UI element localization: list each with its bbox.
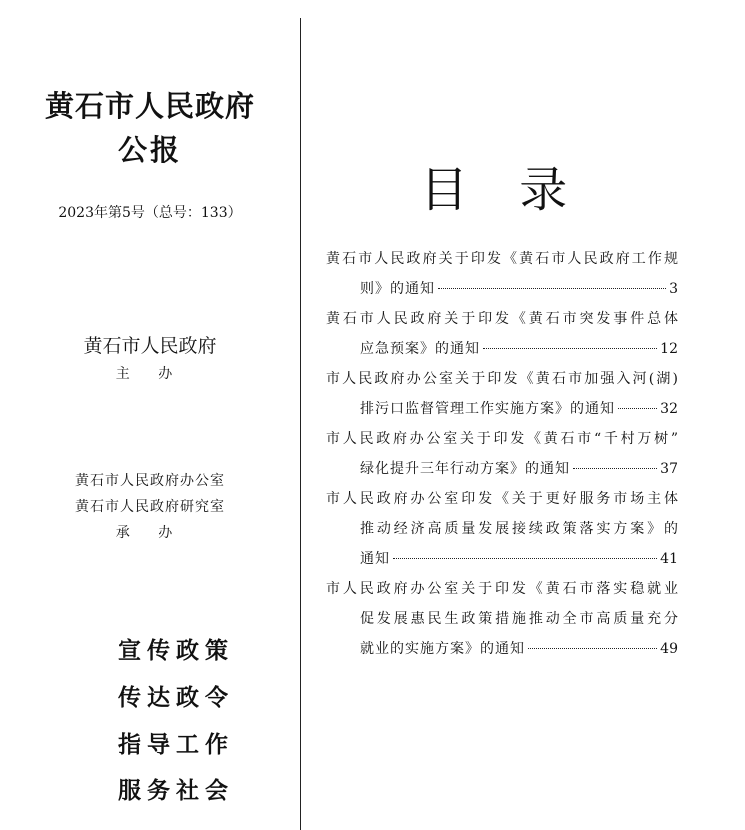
toc-entry[interactable] — [326, 574, 678, 664]
gazette-title-line2: 公报 — [117, 133, 182, 167]
slogan-4: 服务社会 — [118, 777, 234, 804]
toc-entry[interactable] — [326, 364, 678, 424]
toc-page-number: 12 — [660, 341, 678, 357]
toc-entry-text: 通知 — [360, 551, 390, 567]
toc-entry-text: 绿化提升三年行动方案》的通知 — [360, 461, 570, 477]
issue-number: 2023年第5号（总号：133） — [58, 205, 242, 221]
toc-page-number: 32 — [660, 401, 678, 417]
toc-page-number: 49 — [660, 641, 678, 657]
toc-entry-line: 市人民政府办公室印发《关于更好服务市场主体 — [326, 491, 678, 507]
sponsor-role: 主 办 — [115, 366, 185, 382]
dot-leader — [393, 558, 657, 559]
toc-entry-line: 黄石市人民政府关于印发《黄石市人民政府工作规 — [326, 251, 678, 267]
toc-title: 目 录 — [420, 162, 586, 218]
organizer-1: 黄石市人民政府办公室 — [75, 473, 225, 489]
dot-leader — [438, 288, 666, 289]
toc-entry[interactable] — [326, 304, 678, 364]
dot-leader — [573, 468, 657, 469]
toc-page-number: 41 — [660, 551, 678, 567]
sponsor-name: 黄石市人民政府 — [83, 335, 217, 357]
toc-entry-line: 市人民政府办公室关于印发《黄石市加强入河(湖) — [326, 371, 678, 387]
toc-entry-last-line — [326, 544, 678, 574]
toc-entry-line: 黄石市人民政府关于印发《黄石市突发事件总体 — [326, 311, 678, 327]
toc-entry-text: 排污口监督管理工作实施方案》的通知 — [360, 401, 615, 417]
toc-entry-last-line — [326, 454, 678, 484]
toc-entry-last-line — [326, 334, 678, 364]
toc-entry-line: 市人民政府办公室关于印发《黄石市“千村万树” — [326, 431, 678, 447]
toc-entry-last-line — [326, 394, 678, 424]
table-of-contents — [326, 244, 678, 664]
slogan-2: 传达政令 — [118, 684, 234, 711]
toc-entry-line: 市人民政府办公室关于印发《黄石市落实稳就业 — [326, 581, 678, 597]
dot-leader — [618, 408, 657, 409]
toc-entry-last-line — [326, 274, 678, 304]
toc-entry-text: 则》的通知 — [360, 281, 435, 297]
organizer-2: 黄石市人民政府研究室 — [75, 499, 225, 515]
slogan-3: 指导工作 — [118, 731, 234, 758]
gazette-title-line1: 黄石市人民政府 — [44, 89, 255, 123]
toc-entry-last-line — [326, 634, 678, 664]
toc-entry-text: 就业的实施方案》的通知 — [360, 641, 525, 657]
slogan-1: 宣传政策 — [118, 637, 234, 664]
toc-page-number: 3 — [669, 281, 678, 297]
toc-entry[interactable] — [326, 244, 678, 304]
cover-column — [0, 0, 300, 830]
dot-leader — [528, 648, 657, 649]
organizer-role: 承 办 — [115, 525, 185, 541]
toc-entry-text: 应急预案》的通知 — [360, 341, 480, 357]
toc-entry-line: 推动经济高质量发展接续政策落实方案》的 — [360, 521, 678, 537]
toc-entry-line: 促发展惠民生政策措施推动全市高质量充分 — [360, 611, 678, 627]
dot-leader — [483, 348, 657, 349]
toc-entry[interactable] — [326, 484, 678, 574]
vertical-divider — [300, 18, 301, 830]
toc-entry[interactable] — [326, 424, 678, 484]
toc-page-number: 37 — [660, 461, 678, 477]
